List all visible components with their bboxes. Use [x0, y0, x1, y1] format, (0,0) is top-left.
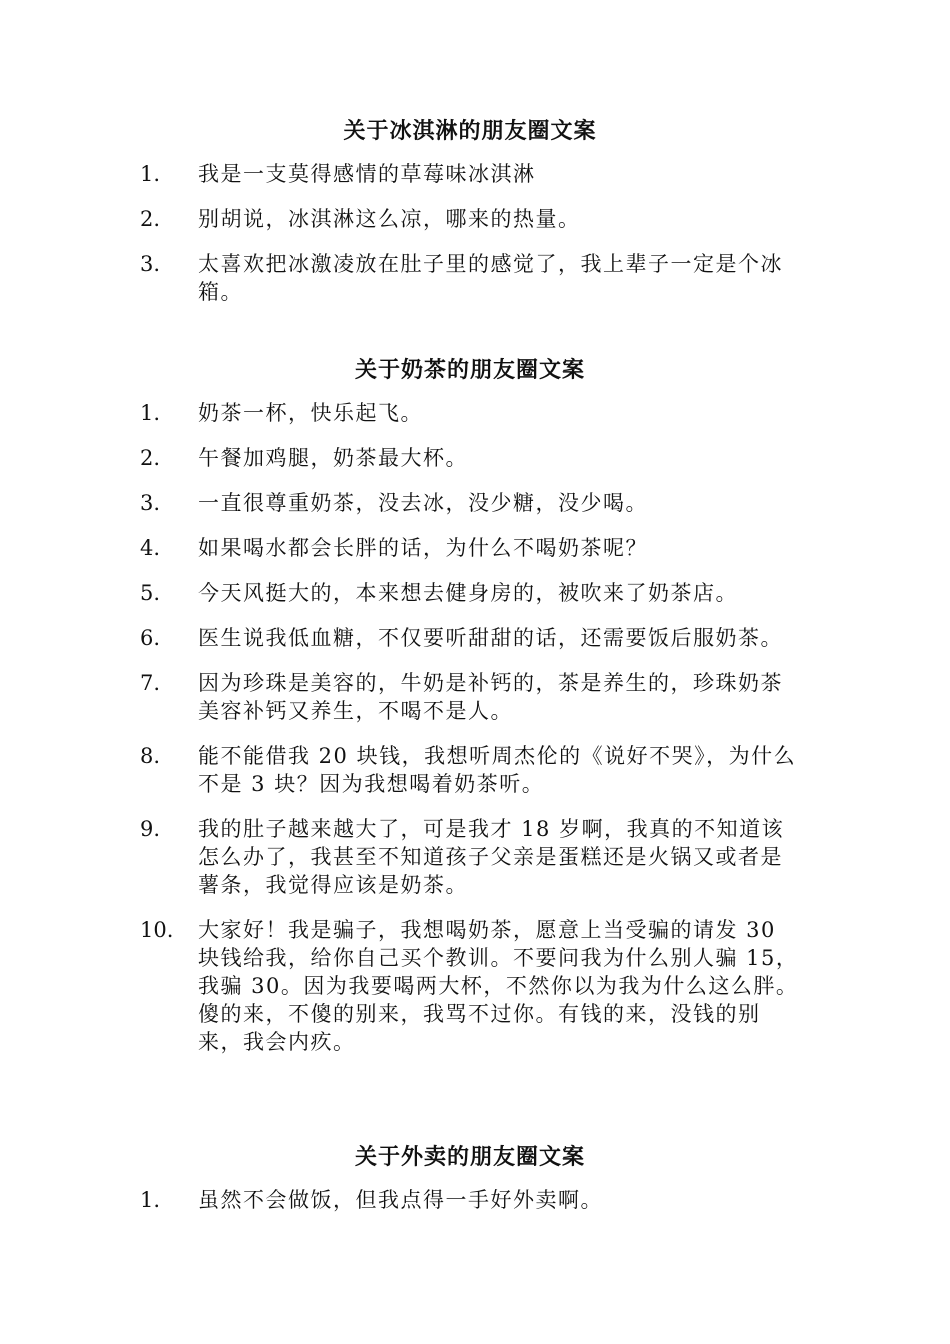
item-text: 因为珍珠是美容的，牛奶是补钙的，茶是养生的，珍珠奶茶美容补钙又养生，不喝不是人。: [198, 671, 783, 723]
item-text: 别胡说，冰淇淋这么凉，哪来的热量。: [198, 207, 581, 231]
item-number: 7.: [140, 671, 161, 695]
list-item: [140, 444, 800, 472]
list-item: [140, 399, 800, 427]
item-number: 8.: [140, 744, 161, 768]
item-text: 医生说我低血糖，不仅要听甜甜的话，还需要饭后服奶茶。: [198, 626, 783, 650]
list-item: [140, 534, 800, 562]
item-text: 太喜欢把冰激凌放在肚子里的感觉了，我上辈子一定是个冰箱。: [198, 252, 783, 304]
item-text: 大家好！我是骗子，我想喝奶茶，愿意上当受骗的请发 30 块钱给我，给你自己买个教训。不要问我为什么别人骗 15，我骗 30。因为我要喝两大杯，不然你以为我为什么这么胖。傻的来，不傻的别来，我骂不过你。有钱的来，没钱的别来，我会内疚。: [198, 918, 799, 1054]
item-text: 今天风挺大的，本来想去健身房的，被吹来了奶茶店。: [198, 581, 738, 605]
section-milk-tea: [140, 355, 800, 1073]
item-number: 9.: [140, 817, 161, 841]
item-number: 1.: [140, 162, 161, 186]
list-item: [140, 205, 800, 233]
item-number: 4.: [140, 536, 161, 560]
list-item: [140, 579, 800, 607]
item-text: 午餐加鸡腿，奶茶最大杯。: [198, 446, 468, 470]
item-text: 虽然不会做饭，但我点得一手好外卖啊。: [198, 1188, 603, 1212]
item-text: 一直很尊重奶茶，没去冰，没少糖，没少喝。: [198, 491, 648, 515]
section-ice-cream: [140, 116, 800, 323]
section-title: 关于奶茶的朋友圈文案: [354, 357, 585, 383]
list-item: [140, 815, 800, 899]
item-text: 奶茶一杯，快乐起飞。: [198, 401, 423, 425]
item-number: 2.: [140, 207, 161, 231]
list-item: [140, 489, 800, 517]
list-item: [140, 916, 800, 1056]
item-number: 2.: [140, 446, 161, 470]
item-number: 3.: [140, 491, 161, 515]
list-item: [140, 1186, 800, 1214]
list-item: [140, 624, 800, 652]
list-item: [140, 742, 800, 798]
section-takeout: [140, 1142, 800, 1231]
item-number: 6.: [140, 626, 161, 650]
section-title: 关于冰淇淋的朋友圈文案: [343, 118, 597, 144]
list-item: [140, 250, 800, 306]
item-text: 能不能借我 20 块钱，我想听周杰伦的《说好不哭》，为什么不是 3 块？因为我想喝着奶茶听。: [198, 744, 797, 796]
item-number: 3.: [140, 252, 161, 276]
list-item: [140, 160, 800, 188]
section-title: 关于外卖的朋友圈文案: [354, 1144, 585, 1170]
item-text: 我是一支莫得感情的草莓味冰淇淋: [198, 162, 536, 186]
item-number: 5.: [140, 581, 161, 605]
item-text: 如果喝水都会长胖的话，为什么不喝奶茶呢？: [198, 536, 648, 560]
item-number: 1.: [140, 1188, 161, 1212]
item-number: 1.: [140, 401, 161, 425]
item-text: 我的肚子越来越大了，可是我才 18 岁啊，我真的不知道该怎么办了，我甚至不知道孩子父亲是蛋糕还是火锅又或者是薯条，我觉得应该是奶茶。: [198, 817, 785, 897]
list-item: [140, 669, 800, 725]
item-number: 10.: [140, 918, 174, 942]
